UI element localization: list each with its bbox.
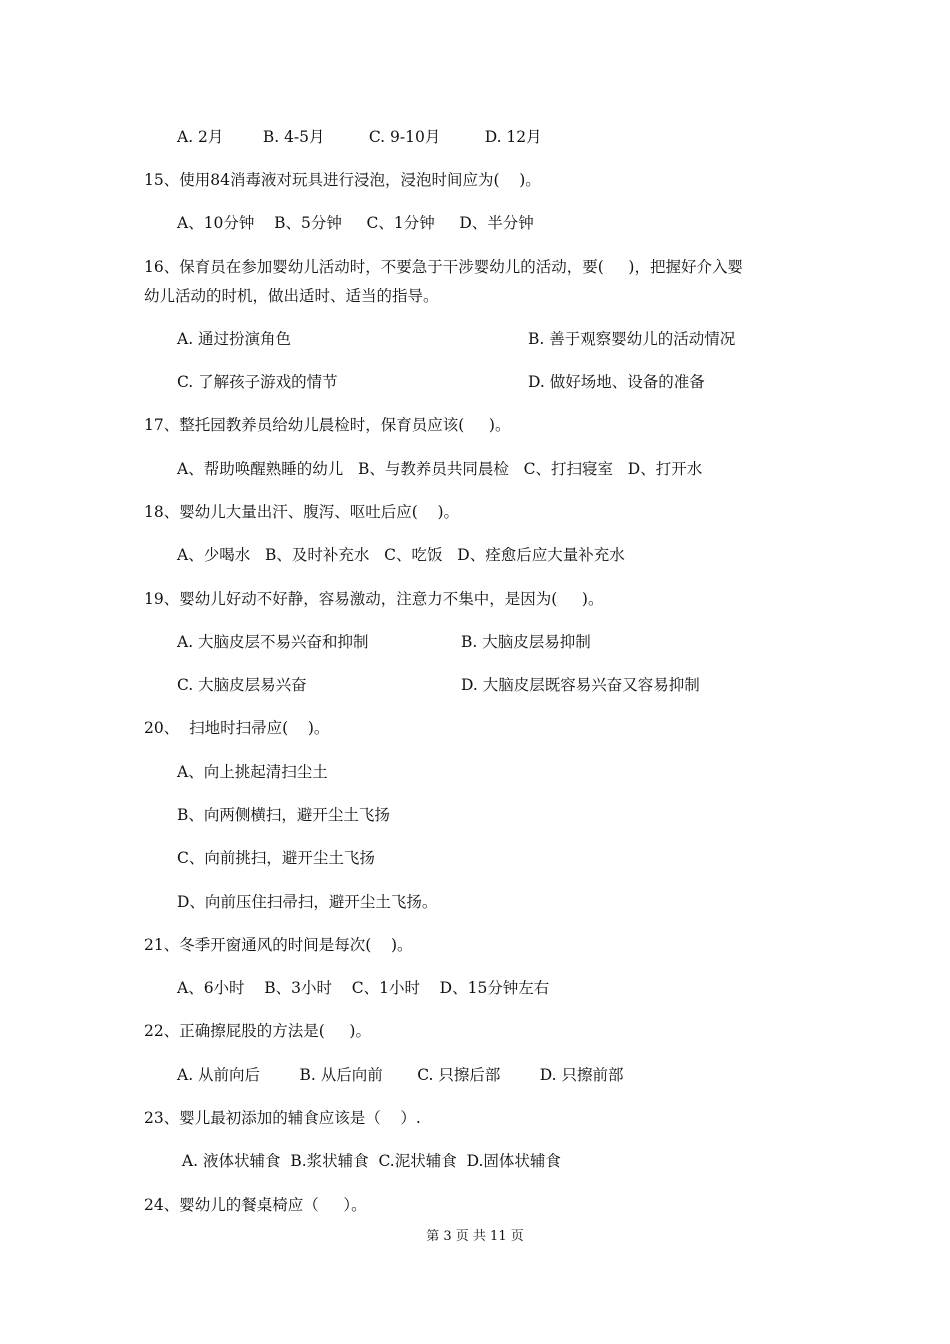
- q21-question: 21、冬季开窗通风的时间是每次( )。: [144, 936, 413, 954]
- q16-option-c: C. 了解孩子游戏的情节: [177, 373, 338, 391]
- q20-option-a: A、向上挑起清扫尘土: [177, 763, 328, 781]
- q19-option-b: B. 大脑皮层易抑制: [461, 633, 591, 651]
- q22-options: A. 从前向后 B. 从后向前 C. 只擦后部 D. 只擦前部: [177, 1066, 624, 1084]
- q23-question: 23、婴儿最初添加的辅食应该是（ ）.: [144, 1109, 421, 1127]
- q24-question: 24、婴幼儿的餐桌椅应（ ）。: [144, 1196, 367, 1214]
- q14-options: A. 2月 B. 4-5月 C. 9-10月 D. 12月: [177, 128, 542, 146]
- q15-options: A、10分钟 B、5分钟 C、1分钟 D、半分钟: [177, 214, 534, 232]
- q19-option-c: C. 大脑皮层易兴奋: [177, 676, 307, 694]
- q21-options: A、6小时 B、3小时 C、1小时 D、15分钟左右: [177, 979, 550, 997]
- q18-question: 18、婴幼儿大量出汗、腹泻、呕吐后应( )。: [144, 503, 460, 521]
- q22-question: 22、正确擦屁股的方法是( )。: [144, 1022, 371, 1040]
- q17-options: A、帮助唤醒熟睡的幼儿 B、与教养员共同晨检 C、打扫寝室 D、打开水: [177, 460, 703, 478]
- q20-option-d: D、向前压住扫帚扫，避开尘土飞扬。: [177, 893, 438, 911]
- q19-option-a: A. 大脑皮层不易兴奋和抑制: [177, 633, 369, 651]
- q16-question-cont: 幼儿活动的时机，做出适时、适当的指导。: [144, 287, 439, 305]
- q19-option-d: D. 大脑皮层既容易兴奋又容易抑制: [461, 676, 700, 694]
- q16-option-b: B. 善于观察婴幼儿的活动情况: [528, 330, 736, 348]
- page-footer: 第 3 页 共 11 页: [426, 1229, 524, 1244]
- q15-question: 15、使用84消毒液对玩具进行浸泡，浸泡时间应为( )。: [144, 171, 541, 189]
- q20-option-b: B、向两侧横扫，避开尘土飞扬: [177, 806, 390, 824]
- q18-options: A、少喝水 B、及时补充水 C、吃饭 D、痊愈后应大量补充水: [177, 546, 625, 564]
- q17-question: 17、整托园教养员给幼儿晨检时，保育员应该( )。: [144, 416, 511, 434]
- q16-option-d: D. 做好场地、设备的准备: [528, 373, 705, 391]
- q20-question: 20、 扫地时扫帚应( )。: [144, 719, 330, 737]
- q16-option-a: A. 通过扮演角色: [177, 330, 292, 348]
- q23-options: A. 液体状辅食 B.浆状辅食 C.泥状辅食 D.固体状辅食: [177, 1152, 561, 1170]
- q19-question: 19、婴幼儿好动不好静，容易激动，注意力不集中，是因为( )。: [144, 590, 604, 608]
- q16-question: 16、保育员在参加婴幼儿活动时，不要急于干涉婴幼儿的活动，要( )，把握好介入婴: [144, 258, 743, 276]
- q20-option-c: C、向前挑扫，避开尘土飞扬: [177, 849, 375, 867]
